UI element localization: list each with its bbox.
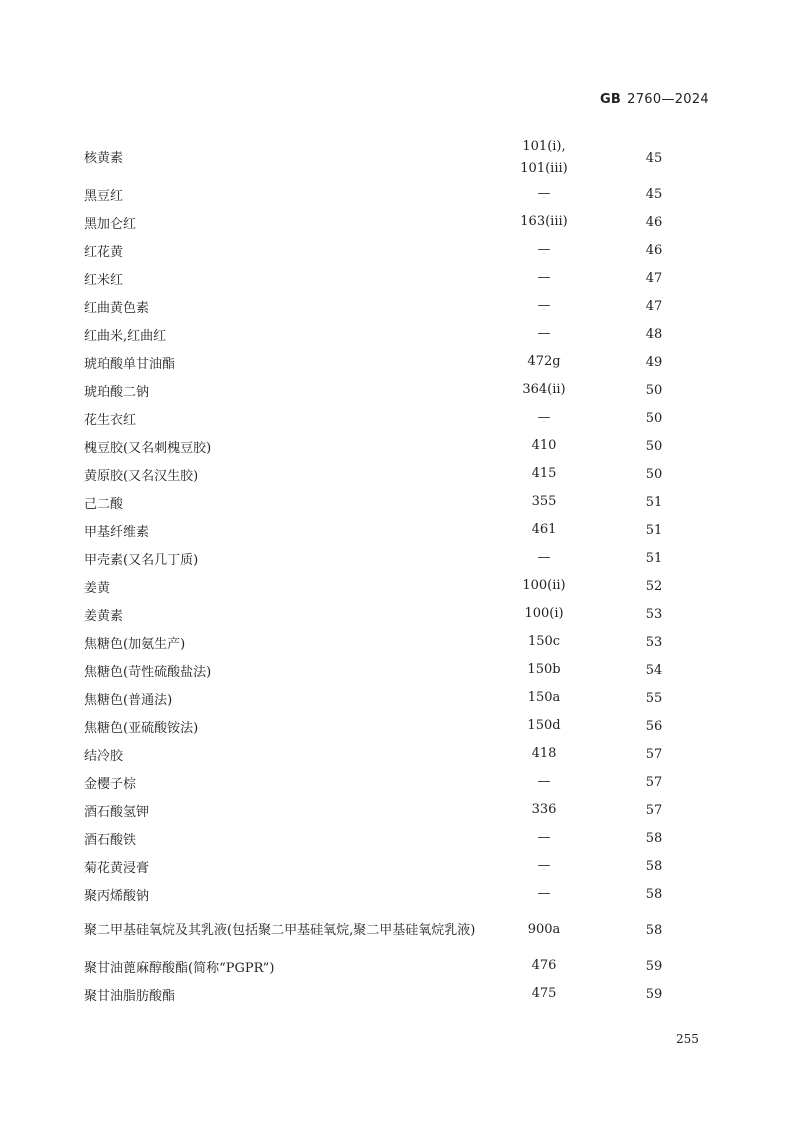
page-ref: 52	[645, 578, 663, 594]
page-ref: 56	[645, 718, 663, 734]
ins-code: 461	[531, 522, 557, 537]
ins-code-cell	[484, 980, 604, 1008]
table-row	[84, 376, 704, 404]
page-ref: 47	[645, 270, 663, 286]
table-row	[84, 684, 704, 712]
additive-name: 姜黄素	[84, 608, 124, 624]
ins-code-cell	[484, 292, 604, 320]
ins-code-cell	[484, 880, 604, 908]
ins-code-cell	[484, 348, 604, 376]
ins-code-cell	[484, 712, 604, 740]
additive-name: 己二酸	[84, 496, 124, 512]
table-row	[84, 180, 704, 208]
ins-code: 150b	[527, 662, 561, 677]
additive-name: 核黄素	[84, 150, 124, 166]
page-ref: 53	[645, 606, 663, 622]
additive-name: 酒石酸铁	[84, 832, 137, 848]
additive-name: 琥珀酸二钠	[84, 384, 150, 400]
additive-name: 聚丙烯酸钠	[84, 888, 150, 904]
page-ref: 51	[645, 522, 663, 538]
page-ref: 58	[645, 830, 663, 846]
additive-index-table	[84, 136, 704, 1008]
page-number: 255	[676, 1032, 699, 1046]
ins-code: —	[537, 186, 551, 201]
page-ref: 50	[645, 466, 663, 482]
ins-code: 150a	[527, 690, 561, 705]
table-row	[84, 348, 704, 376]
page-ref: 46	[645, 214, 663, 230]
table-row	[84, 880, 704, 908]
ins-code-cell	[484, 488, 604, 516]
table-row	[84, 852, 704, 880]
ins-code: —	[537, 550, 551, 565]
page-ref: 58	[645, 922, 663, 938]
page-ref: 59	[645, 958, 663, 974]
ins-code-cell	[484, 768, 604, 796]
table-row	[84, 460, 704, 488]
ins-code: —	[537, 410, 551, 425]
table-row	[84, 572, 704, 600]
ins-code-cell	[484, 208, 604, 236]
additive-name: 红花黄	[84, 244, 124, 260]
ins-code-cell	[484, 656, 604, 684]
additive-name: 聚甘油脂肪酸酯	[84, 988, 176, 1004]
additive-name: 焦糖色(亚硫酸铵法)	[84, 720, 199, 736]
page-ref: 57	[645, 774, 663, 790]
additive-name: 结冷胶	[84, 748, 124, 764]
ins-code-cell	[484, 544, 604, 572]
page-ref: 54	[645, 662, 663, 678]
ins-code: 100(ii)	[522, 578, 566, 593]
additive-name: 焦糖色(普通法)	[84, 692, 173, 708]
table-row	[84, 600, 704, 628]
table-row	[84, 236, 704, 264]
additive-name: 焦糖色(加氨生产)	[84, 636, 186, 652]
table-row	[84, 488, 704, 516]
additive-name: 红曲黄色素	[84, 300, 150, 316]
table-row	[84, 404, 704, 432]
page-ref: 49	[645, 354, 663, 370]
page-ref: 51	[645, 494, 663, 510]
ins-code-cell	[484, 320, 604, 348]
additive-name: 聚二甲基硅氧烷及其乳液(包括聚二甲基硅氧烷,聚二甲基硅氧烷乳液)	[84, 922, 476, 938]
page-ref: 57	[645, 802, 663, 818]
ins-code: 100(i)	[524, 606, 564, 621]
ins-code: —	[537, 858, 551, 873]
additive-name: 花生衣红	[84, 412, 137, 428]
additive-name: 姜黄	[84, 580, 111, 596]
ins-code: —	[537, 326, 551, 341]
ins-code-cell	[484, 600, 604, 628]
ins-code-cell	[484, 460, 604, 488]
ins-code-cell	[484, 180, 604, 208]
ins-code: —	[537, 298, 551, 313]
ins-code: 900a	[527, 922, 561, 937]
table-row	[84, 208, 704, 236]
standard-code: GB	[599, 92, 622, 107]
ins-code-cell	[484, 852, 604, 880]
table-row	[84, 264, 704, 292]
ins-code-cell	[484, 376, 604, 404]
page-ref: 45	[645, 150, 663, 166]
additive-name: 焦糖色(苛性硫酸盐法)	[84, 664, 212, 680]
table-row	[84, 908, 704, 952]
ins-code: 150d	[527, 718, 561, 733]
ins-code-cell	[484, 264, 604, 292]
ins-code: 472g	[527, 354, 561, 369]
additive-name: 金樱子棕	[84, 776, 137, 792]
ins-code-cell	[484, 432, 604, 460]
ins-code-cell	[484, 136, 604, 180]
ins-code: 163(iii)	[520, 214, 568, 229]
additive-name: 酒石酸氢钾	[84, 804, 150, 820]
ins-code: 475	[531, 986, 557, 1001]
ins-code: —	[537, 242, 551, 257]
ins-code: 355	[531, 494, 557, 509]
page-ref: 50	[645, 410, 663, 426]
ins-code: 364(ii)	[522, 382, 566, 397]
table-row	[84, 292, 704, 320]
additive-name: 黑加仑红	[84, 216, 137, 232]
ins-code: 336	[531, 802, 557, 817]
additive-name: 聚甘油蓖麻醇酸酯(简称“PGPR”)	[84, 960, 275, 976]
additive-name: 黑豆红	[84, 188, 124, 204]
additive-name: 琥珀酸单甘油酯	[84, 356, 176, 372]
ins-code: 150c	[527, 634, 561, 649]
ins-code: —	[537, 886, 551, 901]
standard-header	[600, 92, 709, 107]
ins-code: —	[537, 774, 551, 789]
additive-name: 槐豆胶(又名刺槐豆胶)	[84, 440, 212, 456]
ins-code: —	[537, 830, 551, 845]
ins-code-cell	[484, 684, 604, 712]
page-ref: 58	[645, 886, 663, 902]
additive-name: 甲基纤维素	[84, 524, 150, 540]
ins-code: 101(iii)	[520, 161, 568, 176]
page-ref: 46	[645, 242, 663, 258]
table-row	[84, 768, 704, 796]
ins-code: 415	[531, 466, 557, 481]
ins-code: 476	[531, 958, 557, 973]
table-row	[84, 320, 704, 348]
additive-name: 红曲米,红曲红	[84, 328, 167, 344]
ins-code: 101(i),	[522, 139, 566, 154]
page-ref: 47	[645, 298, 663, 314]
ins-code: 418	[531, 746, 557, 761]
ins-code-cell	[484, 952, 604, 980]
ins-code: 410	[531, 438, 557, 453]
additive-name: 甲壳素(又名几丁质)	[84, 552, 199, 568]
ins-code-cell	[484, 236, 604, 264]
page-ref: 48	[645, 326, 663, 342]
table-row	[84, 516, 704, 544]
table-row	[84, 980, 704, 1008]
additive-name: 红米红	[84, 272, 124, 288]
table-row	[84, 952, 704, 980]
standard-number: 2760—2024	[627, 92, 709, 107]
ins-code-cell	[484, 572, 604, 600]
table-row	[84, 740, 704, 768]
table-row	[84, 544, 704, 572]
table-row	[84, 432, 704, 460]
table-row	[84, 628, 704, 656]
table-row	[84, 824, 704, 852]
table-row	[84, 796, 704, 824]
ins-code-cell	[484, 628, 604, 656]
page-ref: 57	[645, 746, 663, 762]
ins-code: —	[537, 270, 551, 285]
page-ref: 58	[645, 858, 663, 874]
page-ref: 50	[645, 438, 663, 454]
page-ref: 51	[645, 550, 663, 566]
ins-code-cell	[484, 824, 604, 852]
ins-code-cell	[484, 516, 604, 544]
additive-name: 菊花黄浸膏	[84, 860, 150, 876]
ins-code-cell	[484, 908, 604, 952]
page-ref: 53	[645, 634, 663, 650]
page-ref: 45	[645, 186, 663, 202]
ins-code-cell	[484, 740, 604, 768]
page-ref: 59	[645, 986, 663, 1002]
table-row	[84, 656, 704, 684]
table-row	[84, 136, 704, 180]
table-row	[84, 712, 704, 740]
page-ref: 55	[645, 690, 663, 706]
additive-name: 黄原胶(又名汉生胶)	[84, 468, 199, 484]
page-ref: 50	[645, 382, 663, 398]
ins-code-cell	[484, 404, 604, 432]
ins-code-cell	[484, 796, 604, 824]
